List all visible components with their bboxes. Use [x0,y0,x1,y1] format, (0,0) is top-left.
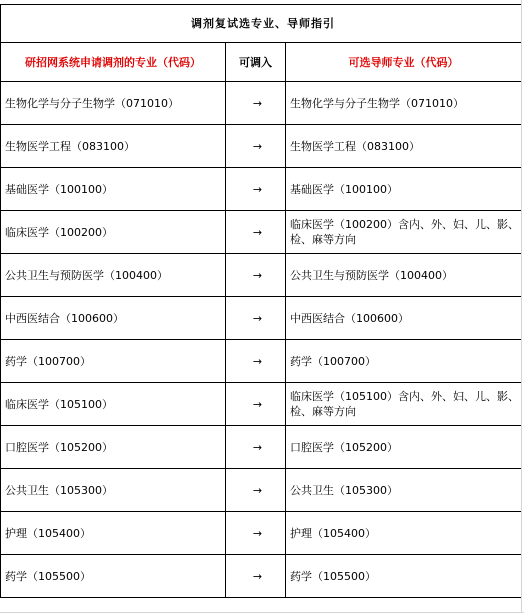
applied-major-cell[interactable]: 药学（105500） [1,555,226,598]
table-row [1,125,522,168]
table-row [1,426,522,469]
selectable-major-cell[interactable]: 基础医学（100100） [286,168,522,211]
table-row [1,211,522,254]
arrow-icon[interactable]: → [226,340,286,383]
selectable-major-cell[interactable]: 生物医学工程（083100） [286,125,522,168]
selectable-major-cell[interactable]: 公共卫生（105300） [286,469,522,512]
arrow-icon[interactable]: → [226,82,286,125]
table-row [1,82,522,125]
table-row [1,469,522,512]
table-row [1,254,522,297]
table-row [1,168,522,211]
selectable-major-cell[interactable]: 公共卫生与预防医学（100400） [286,254,522,297]
arrow-icon[interactable]: → [226,383,286,426]
selectable-major-cell[interactable]: 临床医学（100200）含内、外、妇、儿、影、检、麻等方向 [286,211,522,254]
arrow-icon[interactable]: → [226,426,286,469]
table-row [1,383,522,426]
applied-major-cell[interactable]: 公共卫生与预防医学（100400） [1,254,226,297]
header-applied-major[interactable]: 研招网系统申请调剂的专业（代码） [1,43,226,82]
applied-major-cell[interactable]: 临床医学（100200） [1,211,226,254]
transfer-guide-table [0,4,522,598]
table-row [1,512,522,555]
selectable-major-cell[interactable]: 护理（105400） [286,512,522,555]
arrow-icon[interactable]: → [226,512,286,555]
selectable-major-cell[interactable]: 药学（105500） [286,555,522,598]
applied-major-cell[interactable]: 生物化学与分子生物学（071010） [1,82,226,125]
applied-major-cell[interactable]: 中西医结合（100600） [1,297,226,340]
table-title[interactable]: 调剂复试选专业、导师指引 [1,5,522,43]
arrow-icon[interactable]: → [226,125,286,168]
applied-major-cell[interactable]: 护理（105400） [1,512,226,555]
header-transferable[interactable]: 可调入 [226,43,286,82]
arrow-icon[interactable]: → [226,469,286,512]
arrow-icon[interactable]: → [226,555,286,598]
applied-major-cell[interactable]: 临床医学（105100） [1,383,226,426]
selectable-major-cell[interactable]: 临床医学（105100）含内、外、妇、儿、影、检、麻等方向 [286,383,522,426]
header-selectable-major[interactable]: 可选导师专业（代码） [286,43,522,82]
applied-major-cell[interactable]: 公共卫生（105300） [1,469,226,512]
selectable-major-cell[interactable]: 生物化学与分子生物学（071010） [286,82,522,125]
sheet-bottom-gridline [0,612,524,616]
selectable-major-cell[interactable]: 中西医结合（100600） [286,297,522,340]
selectable-major-cell[interactable]: 口腔医学（105200） [286,426,522,469]
arrow-icon[interactable]: → [226,211,286,254]
arrow-icon[interactable]: → [226,168,286,211]
title-row [1,5,522,43]
table-row [1,297,522,340]
applied-major-cell[interactable]: 药学（100700） [1,340,226,383]
applied-major-cell[interactable]: 生物医学工程（083100） [1,125,226,168]
applied-major-cell[interactable]: 口腔医学（105200） [1,426,226,469]
applied-major-cell[interactable]: 基础医学（100100） [1,168,226,211]
selectable-major-cell[interactable]: 药学（100700） [286,340,522,383]
table-row [1,340,522,383]
table-row [1,555,522,598]
arrow-icon[interactable]: → [226,297,286,340]
header-row [1,43,522,82]
arrow-icon[interactable]: → [226,254,286,297]
